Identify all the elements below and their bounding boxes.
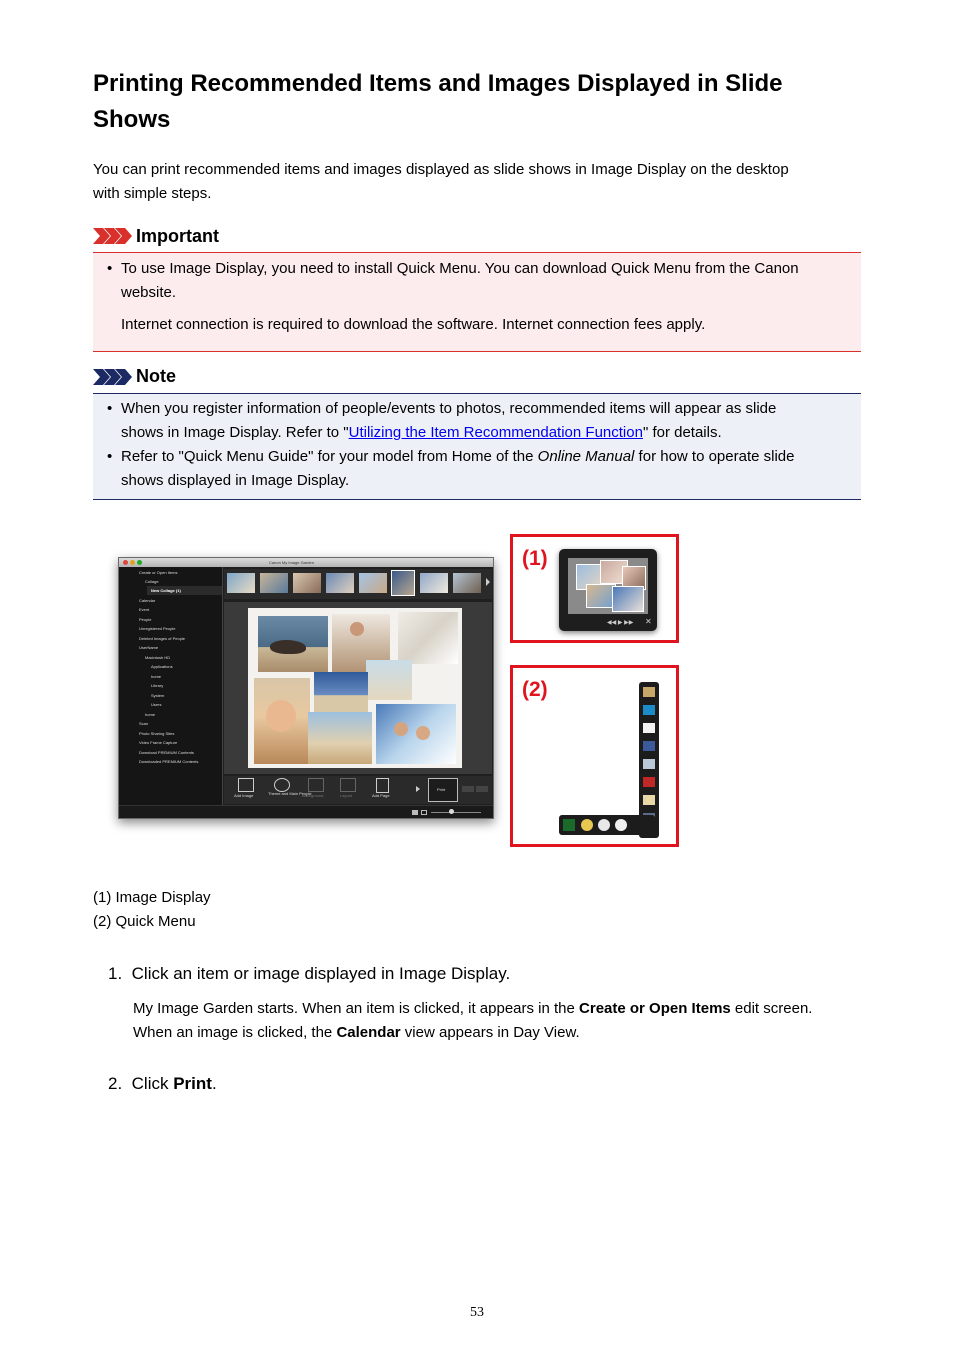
tree-item[interactable]: Event xyxy=(139,607,150,612)
next-page-icon[interactable] xyxy=(476,786,488,792)
intro-line-1: You can print recommended items and images displayed as slide shows in Image Display on the desktop xyxy=(93,161,789,178)
face-shape-icon xyxy=(350,622,364,636)
note-heading: Note xyxy=(136,366,176,386)
step-1: 1. Click an item or image displayed in Image Display. xyxy=(108,964,511,983)
window-titlebar xyxy=(119,558,493,567)
face-shape-icon xyxy=(394,722,408,736)
tree-item[interactable]: Collage xyxy=(145,579,159,584)
menu-item-icon[interactable] xyxy=(581,819,593,831)
note-box xyxy=(93,393,861,500)
menu-item-icon[interactable] xyxy=(643,759,655,769)
tree-item[interactable]: Macintosh HD xyxy=(145,655,171,660)
view-toggle-icon[interactable] xyxy=(421,810,427,815)
zoom-dot-icon[interactable] xyxy=(137,560,142,565)
thumbnail-selected[interactable] xyxy=(392,571,414,595)
tree-item[interactable]: Calendar xyxy=(139,598,156,603)
toolbar-label[interactable]: Add Image xyxy=(234,793,254,798)
bottom-toolbar xyxy=(224,776,492,804)
important-heading: Important xyxy=(136,226,219,246)
face-shape-icon xyxy=(266,700,296,732)
menu-item-icon[interactable] xyxy=(643,723,655,733)
slide-frame xyxy=(568,558,648,614)
view-toggle-icon[interactable] xyxy=(412,810,418,815)
step-1-detail-line-1: My Image Garden starts. When an item is clicked, it appears in the Create or Open Items edit screen. xyxy=(133,1000,813,1017)
callout-number-2: (2) xyxy=(522,678,548,701)
add-image-icon[interactable] xyxy=(238,778,254,792)
toolbar-label[interactable]: Theme and Main People xyxy=(268,791,312,796)
tree-item[interactable]: Applications xyxy=(151,664,173,669)
tree-item[interactable]: Video Frame Capture xyxy=(139,740,178,745)
photo-seal[interactable] xyxy=(258,616,328,672)
caption-2: (2) Quick Menu xyxy=(93,913,196,930)
tree-item[interactable]: Users xyxy=(151,702,162,707)
tree-item[interactable]: Download PREMIUM Contents xyxy=(139,750,194,755)
face-shape-icon xyxy=(416,726,430,740)
thumbnail[interactable] xyxy=(227,573,255,593)
quick-menu-horizontal-bar xyxy=(559,815,655,835)
item-recommendation-link[interactable]: Utilizing the Item Recommendation Function xyxy=(348,424,643,441)
close-dot-icon[interactable] xyxy=(123,560,128,565)
slideshow-controls-icon[interactable]: ◀◀ ▶ ▶▶ xyxy=(607,620,634,626)
note-bullet-2-line-1: • Refer to "Quick Menu Guide" for your model from Home of the Online Manual for how to operate slide xyxy=(107,448,795,465)
thumbnail-strip xyxy=(224,569,492,599)
callout-image-display xyxy=(510,534,679,643)
tree-item[interactable]: Create or Open Items xyxy=(139,570,178,575)
note-bullet-2-line-2: shows displayed in Image Display. xyxy=(121,472,350,489)
menu-item-icon[interactable] xyxy=(643,795,655,805)
tree-item[interactable]: UserName xyxy=(139,645,159,650)
tree-item[interactable]: Photo Sharing Sites xyxy=(139,731,175,736)
thumbnail[interactable] xyxy=(326,573,354,593)
tree-item[interactable]: home xyxy=(145,712,156,717)
important-bullet-line-1: • To use Image Display, you need to install Quick Menu. You can download Quick Menu from the Canon xyxy=(107,260,799,277)
tree-item-selected[interactable]: New Collage (1) xyxy=(151,588,181,593)
toolbar-label[interactable]: Background xyxy=(302,793,324,798)
step-1-detail-line-2: When an image is clicked, the Calendar view appears in Day View. xyxy=(133,1024,580,1041)
thumbnail[interactable] xyxy=(453,573,481,593)
more-arrow-icon[interactable] xyxy=(416,786,420,792)
background-icon[interactable] xyxy=(308,778,324,792)
zoom-slider-knob[interactable] xyxy=(449,809,454,814)
caption-1: (1) Image Display xyxy=(93,889,211,906)
important-line-3: Internet connection is required to download the software. Internet connection fees apply. xyxy=(121,316,706,333)
tree-item[interactable]: Library xyxy=(151,683,164,688)
page-title: Printing Recommended Items and Images Displayed in Slide Shows xyxy=(93,70,783,133)
tree-item[interactable]: Scan xyxy=(139,721,149,726)
my-image-garden-screenshot xyxy=(118,557,494,819)
photo-shells[interactable] xyxy=(398,612,458,664)
tree-item[interactable]: Deleted Images of People xyxy=(139,636,186,641)
collage-page[interactable] xyxy=(248,608,462,768)
image-display-widget[interactable] xyxy=(559,549,657,631)
photo-family[interactable] xyxy=(376,704,456,764)
note-bullet-1-line-2: shows in Image Display. Refer to "Utilizing the Item Recommendation Function" for details. xyxy=(121,424,722,441)
note-arrows-icon xyxy=(93,369,133,385)
menu-item-icon[interactable] xyxy=(643,687,655,697)
photo-girl[interactable] xyxy=(254,678,310,764)
menu-item-icon[interactable] xyxy=(643,777,655,787)
tree-item[interactable]: People xyxy=(139,617,152,622)
menu-item-icon[interactable] xyxy=(643,705,655,715)
toolbar-label[interactable]: Add Page xyxy=(372,793,390,798)
menu-item-icon[interactable] xyxy=(615,819,627,831)
layout-icon[interactable] xyxy=(340,778,356,792)
tree-item[interactable]: home xyxy=(151,674,162,679)
tree-item[interactable]: Unregistered People xyxy=(139,626,176,631)
thumbnail[interactable] xyxy=(293,573,321,593)
menu-item-icon[interactable] xyxy=(643,741,655,751)
minimize-dot-icon[interactable] xyxy=(130,560,135,565)
thumbnail[interactable] xyxy=(260,573,288,593)
important-box xyxy=(93,252,861,352)
canvas-area xyxy=(224,602,492,774)
tree-item[interactable]: System xyxy=(151,693,165,698)
menu-item-icon[interactable] xyxy=(598,819,610,831)
thumbnail[interactable] xyxy=(420,573,448,593)
print-button[interactable]: Print xyxy=(428,778,458,802)
important-bullet-line-2: website. xyxy=(121,284,177,301)
theme-icon[interactable] xyxy=(274,778,290,792)
slide-photo xyxy=(612,586,644,612)
step-2: 2. Click Print. xyxy=(108,1074,217,1093)
note-bullet-1-line-1: • When you register information of people/events to photos, recommended items will appear as slide xyxy=(107,400,777,417)
photo-beach-child[interactable] xyxy=(308,712,372,764)
seal-shape-icon xyxy=(270,640,306,654)
thumbnail[interactable] xyxy=(359,573,387,593)
sidebar-tree xyxy=(119,567,223,805)
intro-line-2: with simple steps. xyxy=(93,185,212,202)
tree-item[interactable]: Downloaded PREMIUM Contents xyxy=(139,759,199,764)
important-arrows-icon xyxy=(93,228,133,244)
photo-beach-pair[interactable] xyxy=(366,660,412,700)
zoom-slider[interactable] xyxy=(431,812,481,813)
toolbar-label[interactable]: Layout xyxy=(340,793,353,798)
prev-page-icon[interactable] xyxy=(462,786,474,792)
menu-item-icon[interactable] xyxy=(563,819,575,831)
window-title: Canon My Image Garden xyxy=(269,560,314,565)
page-number: 53 xyxy=(470,1305,484,1320)
callout-number-1: (1) xyxy=(522,547,548,570)
status-bar xyxy=(119,805,493,818)
callout-quick-menu xyxy=(510,665,679,847)
close-icon[interactable]: ✕ xyxy=(645,617,652,626)
scroll-right-icon[interactable] xyxy=(486,578,490,586)
